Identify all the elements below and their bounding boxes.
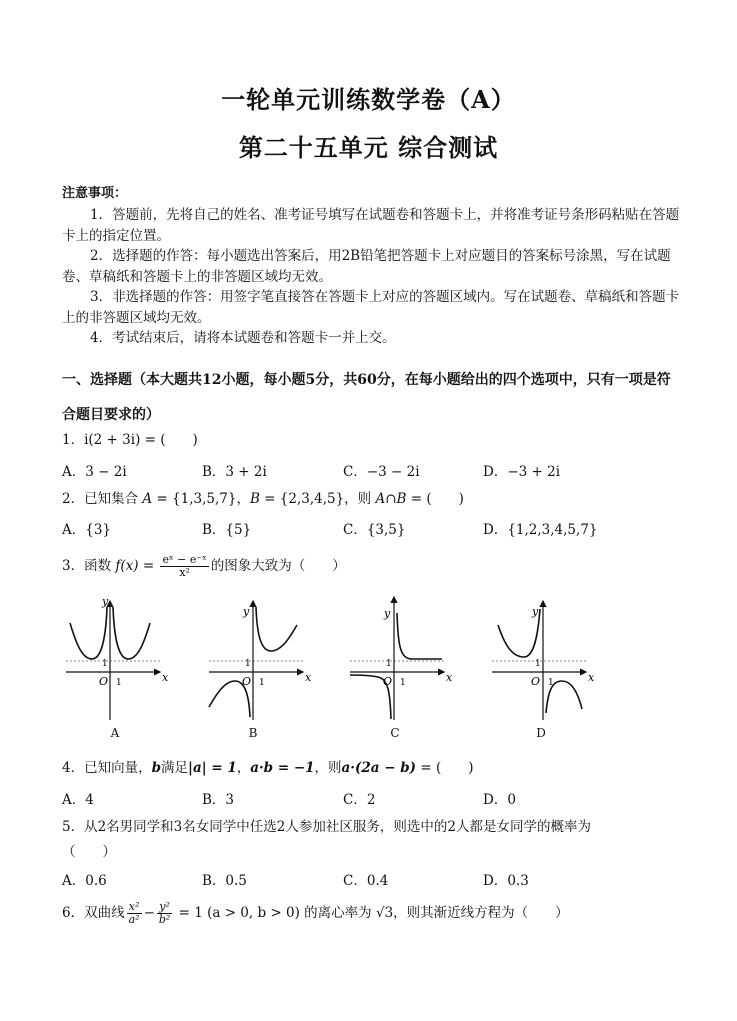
question-1-stem: 1．i(2 + 3i) = ( ): [62, 432, 198, 448]
graph-a-label: A: [110, 726, 120, 740]
question-2-stem: 2．已知集合 A = {1,3,5,7}，B = {2,3,4,5}，则 A∩B = ( ): [62, 491, 464, 507]
q5-option-a: A．0.6: [62, 873, 107, 889]
q4-option-c: C．2: [343, 792, 376, 808]
note-item-2: 2．选择题的作答：每小题选出答案后，用2B铅笔把答题卡上对应题目的答案标号涂黑，写在试题卷、草稿纸和答题卡上的非答题区域均无效。: [62, 248, 671, 285]
question-6-stem: 6．双曲线 $\frac{\text{x²}}{\text{a²}}$ − $\frac{\text{y²}}{\text{b²}}$ = 1 (a > 0, b > 0) 的离心率为 √3，则其渐近线方程为（ ）: [62, 900, 569, 926]
graph-a: [62, 595, 172, 723]
graph-d: [488, 595, 598, 723]
q4-option-d: D．0: [483, 792, 516, 808]
graph-d-x-label: x: [588, 671, 595, 684]
q4-option-b: B．3: [202, 792, 235, 808]
q3-fraction: $\frac{\text{eˣ − e⁻ˣ}}{\text{x²}}$: [162, 553, 207, 579]
graph-d-tick-y: 1: [535, 659, 541, 669]
q6-fraction-x: $\frac{\text{x²}}{\text{a²}}$: [128, 900, 140, 926]
question-4-stem: 4．已知向量，b满足|a| = 1，a·b = −1，则a·(2a − b) = ( ): [62, 760, 474, 776]
graph-b-label: B: [248, 726, 258, 740]
note-item-3: 3．非选择题的作答：用签字笔直接答在答题卡上对应的答题区域内。写在试题卷、草稿纸和答题卡上的非答题区域均无效。: [62, 289, 680, 326]
graph-d-label: D: [536, 726, 546, 740]
graph-c-origin: O: [383, 675, 393, 688]
q2-option-d: D．{1,2,3,4,5,7}: [483, 522, 598, 538]
graph-b-tick-y: 1: [245, 659, 251, 669]
q5-option-d: D．0.3: [483, 873, 529, 889]
q1-option-a: A．3 − 2i: [62, 464, 127, 480]
section-heading: 一、选择题（本大题共12小题，每小题5分，共60分，在每小题给出的四个选项中，只有一项是符合题目要求的）: [62, 372, 671, 423]
graph-c: [346, 595, 456, 723]
exam-title: 一轮单元训练数学卷（A）: [221, 85, 516, 114]
graph-d-tick-x: 1: [548, 678, 554, 688]
graph-d-y-label: y: [532, 605, 539, 618]
graph-b-tick-x: 1: [259, 678, 265, 688]
graph-c-x-label: x: [446, 671, 453, 684]
q1-option-b: B．3 + 2i: [202, 464, 267, 480]
graph-b-origin: O: [242, 675, 252, 688]
q6-fraction-y: $\frac{\text{y²}}{\text{b²}}$: [158, 900, 171, 926]
graph-a-tick-x: 1: [116, 678, 122, 688]
q2-option-a: A．{3}: [62, 522, 112, 538]
graph-c-y-label: y: [384, 607, 391, 620]
question-5-stem: 5．从2名男同学和3名女同学中任选2人参加社区服务，则选中的2人都是女同学的概率为: [62, 819, 591, 835]
graph-a-origin: O: [99, 675, 109, 688]
q5-option-b: B．0.5: [202, 873, 247, 889]
graph-b-x-label: x: [305, 671, 312, 684]
note-item-1: 1．答题前，先将自己的姓名、准考证号填写在试题卷和答题卡上，并将准考证号条形码粘贴在答题卡上的指定位置。: [62, 207, 680, 244]
q1-option-d: D．−3 + 2i: [483, 464, 561, 480]
q1-option-c: C．−3 − 2i: [343, 464, 420, 480]
graph-d-origin: O: [531, 675, 541, 688]
graph-b-y-label: y: [243, 605, 250, 618]
graph-a-tick-y: 1: [102, 659, 108, 669]
graph-c-label: C: [390, 726, 400, 740]
q4-option-a: A．4: [62, 792, 94, 808]
graph-c-tick-y: 1: [386, 659, 392, 669]
notes-heading: 注意事项：: [62, 186, 128, 201]
question-5-paren: （ ）: [62, 844, 116, 860]
graph-a-x-label: x: [162, 671, 169, 684]
question-3-stem: 3．函数 f(x) = $\frac{\text{eˣ − e⁻ˣ}}{\text{x²}}$ 的图象大致为（ ）: [62, 553, 346, 579]
graph-b: [205, 595, 315, 723]
q2-option-b: B．{5}: [202, 522, 252, 538]
graph-a-y-label: y: [102, 595, 109, 608]
graph-c-tick-x: 1: [400, 678, 406, 688]
q5-option-c: C．0.4: [343, 873, 389, 889]
q2-option-c: C．{3,5}: [343, 522, 406, 538]
exam-subtitle: 第二十五单元 综合测试: [238, 133, 499, 162]
note-item-4: 4．考试结束后，请将本试题卷和答题卡一并上交。: [90, 330, 396, 346]
